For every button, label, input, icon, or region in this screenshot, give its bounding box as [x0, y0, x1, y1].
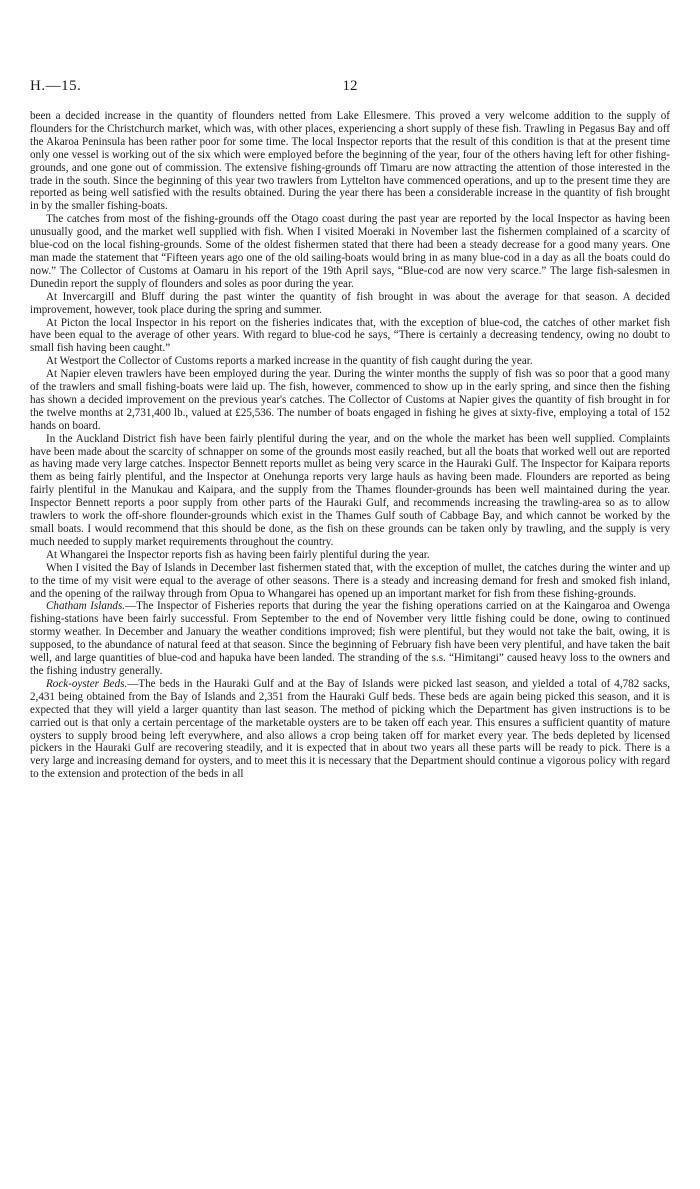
paragraph-chatham-islands: Chatham Islands.—The Inspector of Fisheries reports that during the year the fishing operations carried on at the Kaingaroa and Owenga fishing-stations have been fairly successful. From September to the end of November very little fishing could be done, owing to continued stormy weather. In December and January the weather conditions improved; fish were plentiful, but they would not take the bait, owing, it is supposed, to the abundance of natural feed at that season. Since the beginning of February fish have been very plentiful, and have taken the bait well, and large quantities of blue-cod and hapuka have been landed. The stranding of the s.s. “Himitangi” caused heavy loss to the owners and the fishing industry generally.	[30, 600, 671, 677]
paragraph-invercargill-bluff: At Invercargill and Bluff during the past winter the quantity of fish brought in was about the average for that season. A decided improvement, however, took place during the spring and summer.	[30, 290, 670, 316]
page-header	[30, 78, 670, 98]
document-code: H.—15.	[30, 78, 82, 94]
paragraph-bay-of-islands: When I visited the Bay of Islands in December last fishermen stated that, with the exception of mullet, the catches during the winter and up to the time of my visit were equal to the average of other seasons. There is a steady and increasing demand for fresh and smoked fish inland, and the opening of the railway through from Opua to Whangarei has opened up an important market for fish from these fishing-grounds.	[30, 561, 670, 600]
paragraph-napier: At Napier eleven trawlers have been employed during the year. During the winter months the supply of fish was so poor that a good many of the trawlers and small fishing-boats were laid up. The fish, however, commenced to show up in the early spring, and since then the fishing has shown a decided improvement on the previous year's catches. The Collector of Customs at Napier gives the quantity of fish brought in for the twelve months at 2,731,400 lb., valued at £25,536. The number of boats engaged in fishing he gives at sixty-five, employing a total of 152 hands on board.	[30, 368, 670, 432]
body-text	[30, 110, 670, 781]
paragraph-picton: At Picton the local Inspector in his report on the fisheries indicates that, with the exception of blue-cod, the catches of other market fish have been equal to the average of other years. With regard to blue-cod he says, “There is certainly a decreasing tendency, owing no doubt to small fish having been caught.”	[30, 316, 670, 355]
paragraph-whangarei: At Whangarei the Inspector reports fish as having been fairly plentiful during the year.	[46, 548, 430, 561]
paragraph-auckland-district: In the Auckland District fish have been fairly plentiful during the year, and on the whole the market has been well supplied. Complaints have been made about the scarcity of schnapper on some of the grounds most easily reached, but all the boats that worked well out are reported as having made very large catches. Inspector Bennett reports mullet as being very scarce in the Hauraki Gulf. The Inspector for Kaipara reports them as being fairly plentiful, and the Inspector at Onehunga reports very large hauls as having been made. Flounders are reported as being fairly plentiful in the Manukau and Kaipara, and the supply from the Thames flounder-grounds has been well maintained during the year. Inspector Bennett reports a poor supply from other parts of the Hauraki Gulf, and recommends increasing the trawling-area so as to allow trawlers to work the off-shore flounder-grounds which exist in the Thames Gulf south of Cabbage Bay, and which cannot be worked by the small boats. I would recommend that this should be done, as the fish on these grounds can be taken only by trawling, and the supply is very much needed to supply market requirements throughout the country.	[30, 432, 670, 548]
paragraph-otago-coast: The catches from most of the fishing-grounds off the Otago coast during the past year are reported by the local Inspector as having been unusually good, and the market well supplied with fish. When I visited Moeraki in November last the fishermen complained of a scarcity of blue-cod on the local fishing-grounds. Some of the oldest fishermen stated that there had been a steady decrease for a good many years. One man made the statement that “Fifteen years ago one of the old sailing-boats would bring in as many blue-cod in a day as all the boats could do now.” The Collector of Customs at Oamaru in his report of the 19th April says, “Blue-cod are now very scarce.” The large fish-salesmen in Dunedin report the supply of flounders and soles as poor during the year.	[30, 213, 670, 290]
paragraph-westport: At Westport the Collector of Customs reports a marked increase in the quantity of fish caught during the year.	[46, 355, 533, 368]
section-heading-chatham-islands: Chatham Islands.	[46, 600, 126, 613]
paragraph-rock-oyster-beds: Rock-oyster Beds.—The beds in the Hauraki Gulf and at the Bay of Islands were picked last season, and yielded a total of 4,782 sacks, 2,431 being obtained from the Bay of Islands and 2,351 from the Hauraki Gulf beds. These beds are again being picked this season, and it is expected that they will yield a larger quantity than last season. The method of picking which the Department has given instructions is to be carried out is that only a certain percentage of the marketable oysters are to be taken off each year. This ensures a sufficient quantity of mature oysters to supply brood being left everywhere, and also allows a crop being taken off for market every year. The beds depleted by licensed pickers in the Hauraki Gulf are recovering steadily, and it is expected that in about two years all these parts will be ready to pick. There is a very large and increasing demand for oysters, and to meet this it is necessary that the Department should continue a vigorous policy with regard to the extension and protection of the beds in all	[30, 677, 670, 781]
paragraph-flounders-christchurch: been a decided increase in the quantity of flounders netted from Lake Ellesmere. This proved a very welcome addition to the supply of flounders for the Christchurch market, which was, with other places, experiencing a short supply of these fish. Trawling in Pegasus Bay and off the Akaroa Peninsula has been rather poor for some time. The local Inspector reports that the result of this condition is that at the present time only one vessel is working out of the six which were employed before the beginning of the year, four of the others having left for other fishing-grounds, and one gone out of commission. The extensive fishing-grounds off Timaru are now attracting the attention of those interested in the trade in the south. Since the beginning of this year two trawlers from Lyttelton have commenced operations, and up to the present time they are reported as being well satisfied with the results obtained. During the year there has been a considerable increase in the quantity of fish brought in by the smaller fishing-boats.	[30, 110, 670, 213]
section-heading-rock-oyster-beds: Rock-oyster Beds.	[46, 677, 128, 690]
page-number: 12	[342, 78, 358, 94]
